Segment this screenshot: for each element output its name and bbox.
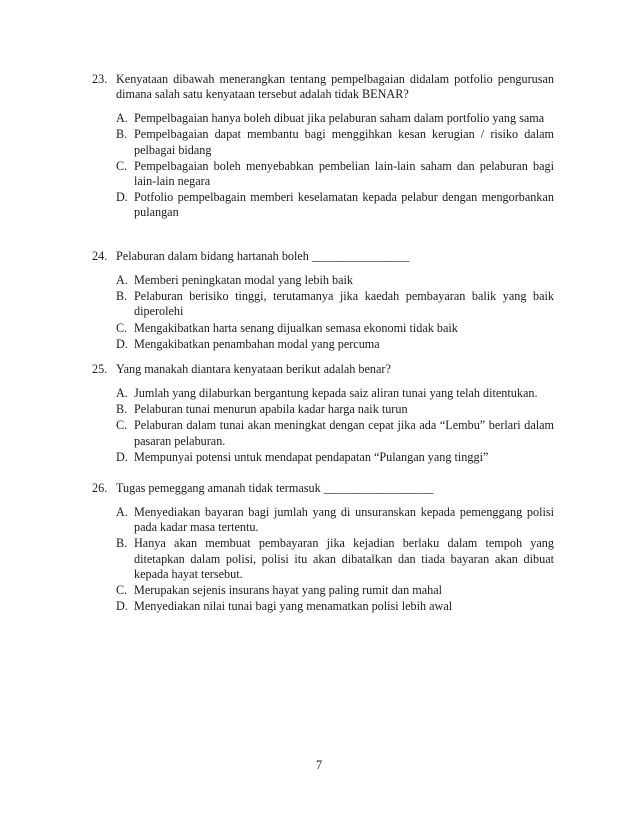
option-list	[92, 273, 554, 352]
option-letter: C.	[116, 320, 128, 335]
option-list	[92, 386, 554, 465]
option-text: Jumlah yang dilaburkan bergantung kepada saiz aliran tunai yang telah ditentukan.	[134, 386, 538, 401]
option-d	[116, 337, 554, 352]
option-a	[116, 505, 554, 535]
question-25	[92, 362, 554, 466]
question-stem	[92, 249, 554, 264]
question-number: 23.	[92, 72, 108, 86]
option-text: Mempunyai potensi untuk mendapat pendapatan “Pulangan yang tinggi”	[134, 449, 489, 464]
option-text: Pempelbagaian dapat membantu bagi menggihkan kesan kerugian / risiko dalam pelbagai bidang	[134, 127, 554, 157]
option-letter: D.	[116, 189, 128, 204]
option-letter: A.	[116, 505, 128, 520]
option-text: Mengakibatkan harta senang dijualkan semasa ekonomi tidak baik	[134, 320, 458, 335]
question-stem	[92, 481, 554, 496]
option-text: Pempelbagaian hanya boleh dibuat jika pelaburan saham dalam portfolio yang sama	[134, 111, 545, 126]
option-text: Potfolio pempelbagain memberi keselamatan kepada pelabur dengan mengorbankan pulangan	[134, 189, 554, 219]
question-text: Tugas pemeggang amanah tidak termasuk __________________	[116, 481, 434, 495]
question-23	[92, 72, 554, 221]
question-24	[92, 249, 554, 353]
option-c	[116, 583, 554, 598]
option-text: Menyediakan nilai tunai bagi yang menamatkan polisi lebih awal	[134, 598, 453, 613]
question-number: 26.	[92, 481, 108, 495]
question-text: Yang manakah diantara kenyataan berikut adalah benar?	[116, 362, 391, 376]
question-stem	[92, 72, 554, 102]
option-text: Pelaburan dalam tunai akan meningkat dengan cepat jika ada “Lembu” berlari dalam pasaran pelaburan.	[134, 418, 554, 448]
option-letter: D.	[116, 449, 128, 464]
option-text: Menyediakan bayaran bagi jumlah yang di unsuranskan kepada pemenggang polisi pada kadar masa tertentu.	[134, 505, 554, 535]
option-letter: C.	[116, 582, 128, 597]
option-a	[116, 386, 554, 401]
option-a	[116, 111, 554, 126]
option-b	[116, 127, 554, 157]
option-text: Pempelbagaian boleh menyebabkan pembelian lain-lain saham dan pelaburan bagi lain-lain negara	[134, 158, 554, 188]
option-list	[92, 505, 554, 614]
option-a	[116, 273, 554, 288]
option-b	[116, 402, 554, 417]
option-c	[116, 418, 554, 448]
question-text: Pelaburan dalam bidang hartanah boleh ________________	[116, 249, 410, 263]
question-stem	[92, 362, 554, 377]
option-letter: C.	[116, 158, 128, 173]
option-d	[116, 599, 554, 614]
option-letter: D.	[116, 336, 128, 351]
option-text: Mengakibatkan penambahan modal yang percuma	[134, 336, 380, 351]
option-c	[116, 321, 554, 336]
page-number: 7	[315, 758, 323, 772]
option-letter: D.	[116, 598, 128, 613]
question-text: Kenyataan dibawah menerangkan tentang pempelbagaian didalam potfolio pengurusan dimana salah satu kenyataan tersebut adalah tidak BENAR?	[116, 72, 554, 102]
option-text: Hanya akan membuat pembayaran jika kejadian berlaku dalam tempoh yang ditetapkan dalam polisi, polisi itu akan dibatalkan dan tiada bayaran akan dibuat kepada hayat tersebut.	[134, 536, 554, 581]
option-text: Pelaburan tunai menurun apabila kadar harga naik turun	[134, 402, 408, 417]
option-b	[116, 536, 554, 581]
option-letter: B.	[116, 536, 128, 551]
question-26	[92, 481, 554, 615]
option-letter: A.	[116, 386, 128, 401]
option-d	[116, 450, 554, 465]
option-c	[116, 159, 554, 189]
option-list	[92, 111, 554, 220]
option-text: Memberi peningkatan modal yang lebih baik	[134, 273, 353, 288]
option-letter: B.	[116, 402, 128, 417]
option-text: Pelaburan berisiko tinggi, terutamanya jika kaedah pembayaran balik yang baik diperolehi	[134, 289, 554, 319]
option-d	[116, 190, 554, 220]
option-letter: A.	[116, 111, 128, 126]
option-letter: C.	[116, 418, 128, 433]
option-text: Merupakan sejenis insurans hayat yang paling rumit dan mahal	[134, 582, 442, 597]
question-number: 25.	[92, 362, 108, 376]
option-b	[116, 289, 554, 319]
option-letter: B.	[116, 127, 128, 142]
option-letter: B.	[116, 289, 128, 304]
option-letter: A.	[116, 273, 128, 288]
question-number: 24.	[92, 249, 108, 263]
